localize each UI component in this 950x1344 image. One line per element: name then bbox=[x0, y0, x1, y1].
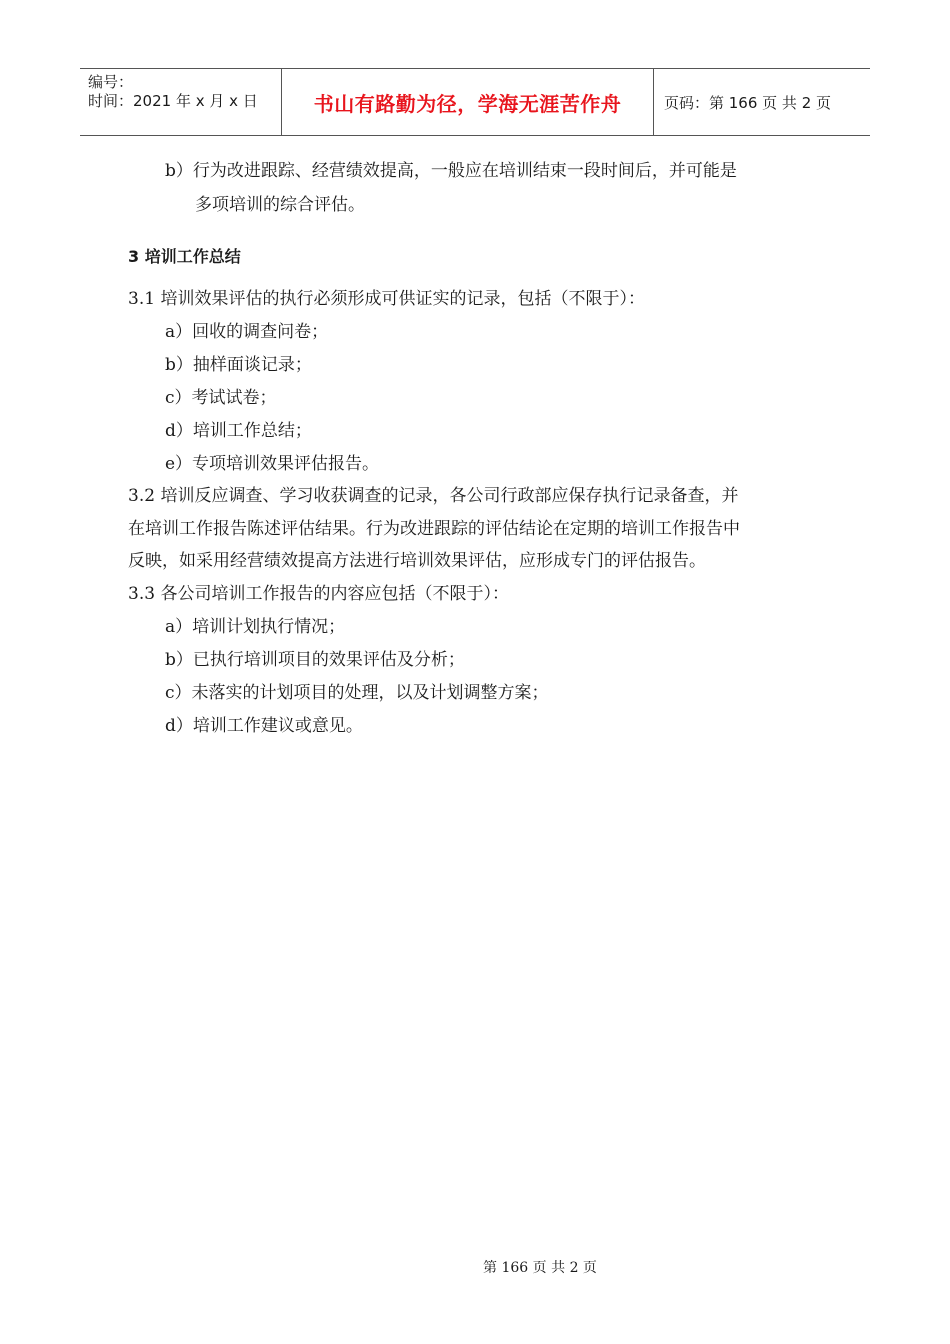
clause-3-2: 3.2 培训反应调查、学习收获调查的记录，各公司行政部应保存执行记录备查，并 bbox=[128, 486, 739, 506]
paragraph-line: b）行为改进跟踪、经营绩效提高，一般应在培训结束一段时间后，并可能是 bbox=[165, 161, 737, 181]
list-item: c）未落实的计划项目的处理，以及计划调整方案； bbox=[165, 683, 549, 703]
list-item: a）回收的调查问卷； bbox=[165, 322, 329, 342]
clause-3-1: 3.1 培训效果评估的执行必须形成可供证实的记录，包括（不限于）： bbox=[128, 289, 645, 309]
paragraph-line: 在培训工作报告陈述评估结果。行为改进跟踪的评估结论在定期的培训工作报告中 bbox=[128, 519, 740, 539]
list-item: e）专项培训效果评估报告。 bbox=[165, 454, 380, 474]
page-header bbox=[80, 68, 870, 136]
document-number-label: 编号： bbox=[88, 73, 134, 91]
list-item: b）已执行培训项目的效果评估及分析； bbox=[165, 650, 465, 670]
section-heading: 3 培训工作总结 bbox=[128, 247, 241, 266]
document-date: 时间：2021 年 x 月 x 日 bbox=[88, 92, 258, 110]
header-motto: 书山有路勤为径，学海无涯苦作舟 bbox=[282, 69, 654, 135]
paragraph-line: 多项培训的综合评估。 bbox=[195, 195, 365, 215]
list-item: b）抽样面谈记录； bbox=[165, 355, 312, 375]
paragraph-line: 反映，如采用经营绩效提高方法进行培训效果评估，应形成专门的评估报告。 bbox=[128, 551, 706, 571]
list-item: c）考试试卷； bbox=[165, 388, 277, 408]
list-item: d）培训工作建议或意见。 bbox=[165, 716, 363, 736]
header-page-info: 页码：第 166 页 共 2 页 bbox=[664, 93, 832, 112]
list-item: a）培训计划执行情况； bbox=[165, 617, 346, 637]
header-meta bbox=[80, 69, 282, 135]
page-footer: 第 166 页 共 2 页 bbox=[483, 1260, 597, 1276]
list-item: d）培训工作总结； bbox=[165, 421, 312, 441]
clause-3-3: 3.3 各公司培训工作报告的内容应包括（不限于）： bbox=[128, 584, 509, 604]
